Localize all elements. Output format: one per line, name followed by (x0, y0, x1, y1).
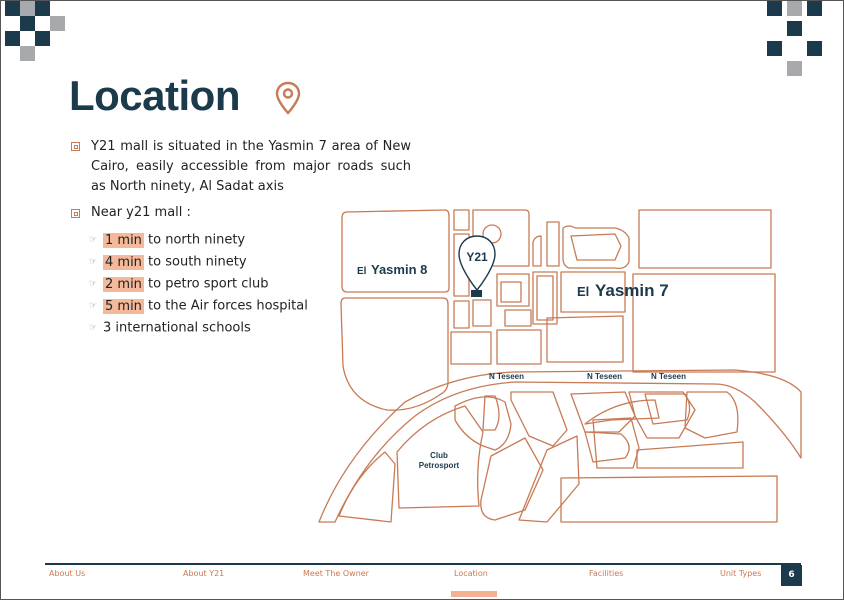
list-item-text: to south ninety (143, 254, 247, 270)
square-bullet-icon (71, 209, 80, 218)
map-block (585, 432, 629, 462)
road-label-n-teseen: N Teseen (587, 372, 622, 381)
map-block (451, 332, 491, 364)
map-block (685, 392, 738, 438)
footer-link-about-us[interactable]: About Us (49, 569, 86, 578)
list-item-text: to north ninety (143, 232, 246, 248)
map-block (533, 236, 541, 266)
hand-bullet-icon: ☞ (89, 301, 98, 311)
footer-link-location[interactable]: Location (454, 569, 488, 578)
hand-bullet-icon: ☞ (89, 257, 98, 267)
map-block (645, 394, 690, 424)
square-bullet-icon (71, 142, 80, 151)
footer-link-facilities[interactable]: Facilities (589, 569, 624, 578)
page-number-badge: 6 (781, 565, 802, 586)
road-label-n-teseen: N Teseen (651, 372, 686, 381)
nearby-list (89, 231, 308, 341)
footer-divider (45, 563, 801, 565)
map-block (547, 222, 559, 266)
map-block (547, 316, 623, 362)
map-block (501, 282, 521, 302)
hand-bullet-icon: ☞ (89, 279, 98, 289)
yasmin7-prefix: El (577, 284, 590, 299)
time-highlight: 2 min (105, 276, 142, 292)
map-block (497, 330, 541, 364)
map-block (454, 210, 469, 230)
marker-logo-text: Y21 (466, 250, 488, 264)
time-highlight: 1 min (105, 232, 142, 248)
map-block (637, 442, 743, 468)
list-item (89, 231, 308, 253)
y21-location-marker (459, 236, 495, 297)
map-block (561, 476, 777, 522)
list-item (89, 297, 308, 319)
footer-link-meet-owner[interactable]: Meet The Owner (303, 569, 369, 578)
footer-link-unit-types[interactable]: Unit Types (720, 569, 762, 578)
yasmin8-prefix: El (357, 266, 367, 277)
map-block (473, 300, 491, 326)
active-tab-indicator (451, 591, 497, 597)
intro-text: Y21 mall is situated in the Yasmin 7 area of New Cairo, easily accessible from major roads such as North ninety, Al Sadat axis (91, 139, 411, 194)
list-item (89, 253, 308, 275)
map-block (483, 396, 499, 430)
time-highlight: 4 min (105, 254, 142, 270)
time-highlight: 5 min (105, 298, 142, 314)
map-block (639, 210, 771, 268)
map-block (505, 310, 531, 326)
list-item (89, 319, 308, 341)
map-block (481, 438, 543, 520)
marker-base (471, 290, 482, 297)
map-block (511, 392, 567, 446)
list-item-text: to the Air forces hospital (143, 298, 308, 314)
hand-bullet-icon: ☞ (89, 235, 98, 245)
list-item-text: to petro sport club (143, 276, 269, 292)
yasmin7-label: Yasmin 7 (595, 281, 669, 300)
location-map (315, 206, 805, 528)
map-block (537, 276, 553, 320)
location-pin-icon (275, 81, 301, 115)
list-item (89, 275, 308, 297)
map-block (571, 234, 621, 260)
club-label-line2: Petrosport (418, 461, 460, 470)
map-block-yasmin8 (342, 210, 449, 292)
hand-bullet-icon: ☞ (89, 323, 98, 333)
map-block (497, 274, 529, 306)
near-heading-text: Near y21 mall : (91, 205, 191, 220)
road-label-n-teseen: N Teseen (489, 372, 524, 381)
list-item-text: 3 international schools (103, 320, 251, 336)
club-label-line1: Club (430, 451, 448, 460)
footer-nav (45, 567, 801, 587)
page-title: Location (69, 72, 240, 119)
map-block (339, 452, 395, 522)
map-block (519, 436, 579, 522)
map-block (341, 298, 448, 410)
map-block (454, 301, 469, 328)
map-block (563, 226, 629, 268)
yasmin8-label: Yasmin 8 (371, 262, 428, 277)
footer-link-about-y21[interactable]: About Y21 (183, 569, 225, 578)
